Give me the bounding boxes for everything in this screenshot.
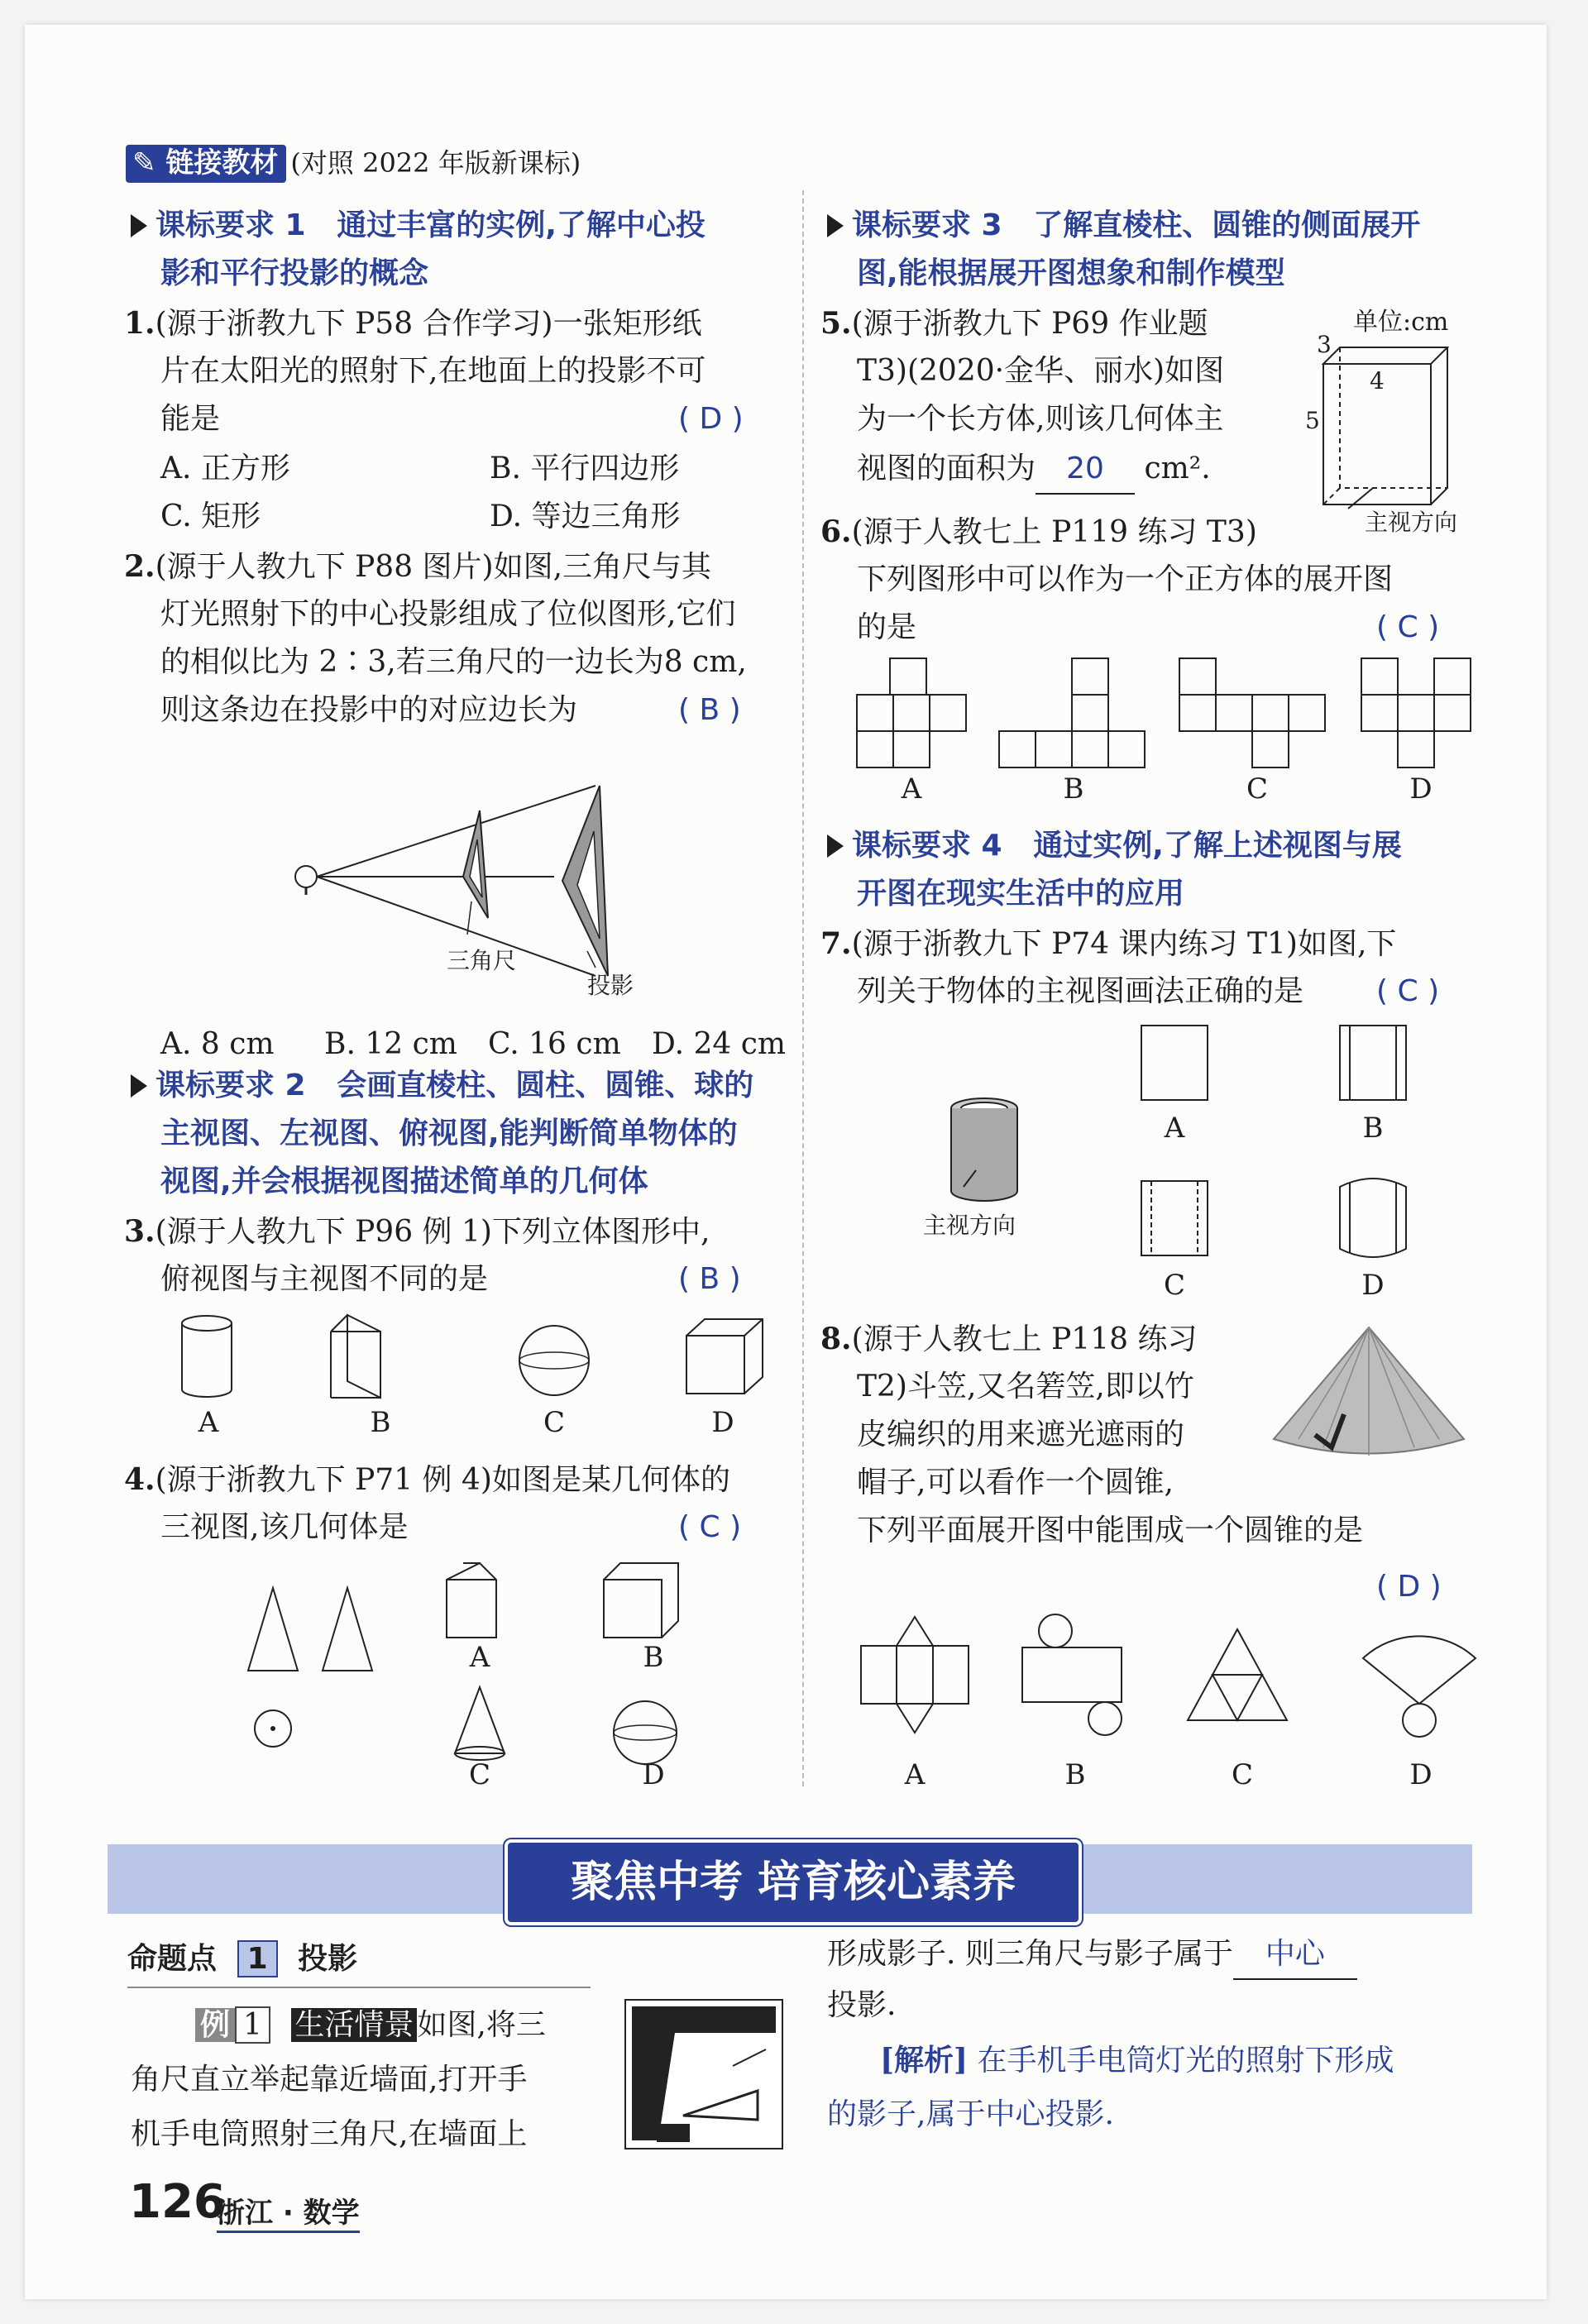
option-label: C [543, 1406, 565, 1439]
column-divider [802, 190, 804, 1786]
view-b [1340, 1026, 1406, 1100]
sphere-option [614, 1701, 677, 1764]
example-label: 例 [195, 2008, 235, 2042]
question-text: 能是 [160, 402, 221, 436]
option-label: B [1063, 772, 1084, 806]
question-text: 三视图,该几何体是 [160, 1510, 409, 1544]
net-b [1022, 1614, 1122, 1735]
option-label: A [901, 772, 922, 806]
option-label: B [1362, 1112, 1384, 1145]
question-text: 为一个长方体,则该几何体主 [857, 402, 1224, 436]
example-text: 机手电筒照射三角尺,在墙面上 [131, 2117, 528, 2151]
cone-nets [857, 1613, 1494, 1745]
answer: ( C ) [1376, 974, 1440, 1008]
question-text: (源于浙教九下 P74 课内练习 T1)如图,下 [851, 927, 1397, 961]
req-title: 课标要求 4 [852, 829, 1002, 863]
view-c [1141, 1181, 1208, 1255]
req-text: 了解直棱柱、圆锥的侧面展开 [1033, 208, 1421, 242]
option-c: C. 16 cm [488, 1027, 621, 1061]
requirement-1 [131, 202, 706, 250]
answer: ( C ) [678, 1510, 742, 1544]
question-text: (源于人教七上 P118 练习 [851, 1322, 1198, 1356]
header-note: (对照 2022 年版新课标) [290, 147, 581, 179]
prism-option [447, 1563, 496, 1638]
question-text: T3)(2020·金华、丽水)如图 [857, 354, 1225, 388]
answer: ( C ) [1376, 610, 1440, 644]
answer-blank: 中心 [1233, 1930, 1357, 1980]
option-label: C [1231, 1758, 1253, 1791]
question-number: 6. [820, 514, 852, 549]
req-text: 影和平行投影的概念 [160, 256, 429, 290]
example-number: 1 [235, 2006, 270, 2044]
analysis-tag: [解析] [880, 2043, 969, 2078]
topic-heading [127, 1935, 357, 1977]
edit-icon: ✎ [132, 146, 166, 179]
question-text: 的是 [857, 610, 917, 644]
answer-blank: 20 [1036, 445, 1135, 495]
unit-text: cm². [1144, 452, 1211, 485]
example-text: 投影. [827, 1988, 897, 2022]
option-label: A [469, 1641, 490, 1674]
unit-label: 单位:cm [1353, 308, 1449, 337]
option-c: C. 矩形 [160, 500, 261, 533]
question-7 [820, 920, 1396, 968]
view-d [1340, 1179, 1406, 1257]
question-text: 的相似比为 2∶3,若三角尺的一边长为8 cm, [160, 645, 747, 679]
triangle-marker-icon [827, 214, 844, 237]
box-option [604, 1563, 678, 1638]
question-text: 下列图形中可以作为一个正方体的展开图 [857, 562, 1394, 596]
answer-line [827, 1930, 1357, 1980]
question-5 [820, 299, 1208, 348]
req-text: 通过实例,了解上述视图与展 [1033, 829, 1402, 863]
net-c [1188, 1629, 1287, 1720]
question-text: 皮编织的用来遮光遮雨的 [857, 1418, 1185, 1451]
net-a [861, 1617, 969, 1733]
bamboo-hat-image [1265, 1323, 1472, 1464]
q3-solids [165, 1315, 777, 1406]
question-text: 则这条边在投影中的对应边长为 [160, 693, 578, 727]
answer: ( D ) [678, 402, 744, 436]
analysis-text: 在手机手电筒灯光的照射下形成 [977, 2044, 1394, 2078]
question-1 [124, 299, 702, 348]
analysis [880, 2036, 1394, 2085]
scenario-tag: 生活情景 [291, 2008, 417, 2042]
option-label: D [642, 1758, 665, 1791]
sphere [519, 1326, 589, 1395]
option-label: D [711, 1406, 734, 1439]
option-d: D. 24 cm [652, 1027, 787, 1061]
page-number: 126 [129, 2175, 226, 2229]
req-text: 视图,并会根据视图描述简单的几何体 [160, 1164, 648, 1198]
example-text: 如图,将三 [417, 2008, 546, 2042]
question-number: 5. [820, 306, 852, 341]
answer: ( B ) [678, 693, 741, 727]
requirement-3 [827, 202, 1420, 250]
question-number: 8. [820, 1322, 852, 1356]
example-1 [195, 2001, 546, 2049]
question-8 [820, 1315, 1197, 1364]
q7-figures [935, 1026, 1414, 1290]
topic-underline [127, 1987, 591, 1988]
dimension-label: 3 [1317, 331, 1332, 358]
triangle-marker-icon [131, 1074, 147, 1097]
question-text: 下列平面展开图中能围成一个圆锥的是 [857, 1513, 1364, 1547]
question-text: (源于人教九下 P88 图片)如图,三角尺与其 [155, 550, 712, 584]
cube-nets [857, 658, 1494, 774]
question-text-pre: 视图的面积为 [857, 452, 1036, 485]
side-view [323, 1588, 372, 1671]
req-text: 开图在现实生活中的应用 [857, 877, 1185, 911]
footer-subject: 浙江 · 数学 [217, 2190, 360, 2233]
question-text: 灯光照射下的中心投影组成了位似图形,它们 [160, 597, 736, 631]
req-text: 主视图、左视图、俯视图,能判断简单物体的 [160, 1117, 738, 1150]
triangle-marker-icon [131, 214, 147, 237]
req-text: 图,能根据展开图想象和制作模型 [857, 256, 1285, 290]
net-d [1361, 658, 1471, 767]
question-text: 帽子,可以看作一个圆锥, [857, 1466, 1174, 1499]
question-2 [124, 543, 711, 591]
question-number: 1. [124, 306, 155, 341]
badge-label: 链接教材 [165, 146, 279, 179]
question-number: 7. [820, 926, 852, 961]
example-text: 形成影子. 则三角尺与影子属于 [827, 1937, 1233, 1971]
view-a [1141, 1026, 1208, 1100]
answer: ( B ) [678, 1262, 741, 1296]
question-text: 片在太阳光的照射下,在地面上的投影不可 [160, 354, 706, 388]
topic-title: 投影 [298, 1942, 358, 1976]
option-a: A. 8 cm [160, 1027, 275, 1061]
bulb-icon [295, 866, 317, 887]
option-d: D. 等边三角形 [490, 500, 681, 533]
option-label: C [1246, 772, 1268, 806]
option-a: A. 正方形 [160, 452, 290, 485]
question-6 [820, 508, 1257, 557]
cube [686, 1319, 763, 1394]
answer: ( D ) [1376, 1570, 1442, 1604]
tube-object [951, 1098, 1017, 1201]
figure-label: 投影 [587, 972, 634, 999]
option-label: D [1409, 1758, 1433, 1791]
option-label: D [1361, 1269, 1385, 1302]
option-label: C [468, 1758, 490, 1791]
section-header [126, 139, 581, 187]
ruler-wall-image [625, 2000, 782, 2149]
req-title: 课标要求 2 [155, 1069, 306, 1102]
question-text: (源于人教九下 P96 例 1)下列立体图形中, [155, 1215, 710, 1249]
req-text: 会画直棱柱、圆柱、圆锥、球的 [337, 1069, 754, 1102]
banner-title: 聚焦中考 培育核心素养 [505, 1839, 1082, 1925]
question-text: (源于浙教九下 P69 作业题 [851, 307, 1208, 341]
question-text: (源于人教七上 P119 练习 T3) [851, 515, 1257, 549]
textbook-link-badge [126, 145, 286, 183]
figure-label: 三角尺 [447, 947, 517, 974]
net-c [1179, 658, 1325, 767]
question-text: (源于浙教九下 P58 合作学习)一张矩形纸 [155, 307, 702, 341]
option-label: D [1409, 772, 1433, 806]
dimension-label: 4 [1370, 367, 1385, 395]
option-label: B [1064, 1758, 1086, 1791]
option-label: A [904, 1758, 926, 1791]
question-text: 列关于物体的主视图画法正确的是 [857, 974, 1304, 1008]
topic-prefix: 命题点 [127, 1942, 218, 1976]
view-direction-label: 主视方向 [1365, 509, 1458, 536]
cylinder [182, 1316, 232, 1331]
net-a [857, 658, 966, 767]
cone-option [455, 1687, 505, 1760]
analysis-text: 的影子,属于中心投影. [827, 2097, 1114, 2131]
question-number: 3. [124, 1214, 155, 1249]
topic-number: 1 [237, 1940, 278, 1977]
net-d [1363, 1636, 1476, 1737]
question-text: 俯视图与主视图不同的是 [160, 1262, 489, 1296]
option-label: A [1164, 1112, 1185, 1145]
option-b: B. 平行四边形 [490, 452, 680, 485]
question-text: (源于浙教九下 P71 例 4)如图是某几何体的 [155, 1463, 730, 1497]
option-b: B. 12 cm [324, 1027, 457, 1061]
question-number: 2. [124, 549, 155, 584]
dimension-label: 5 [1305, 407, 1320, 434]
question-number: 4. [124, 1462, 155, 1497]
question-text: T2)斗笠,又名箬笠,即以竹 [857, 1370, 1194, 1403]
req-title: 课标要求 3 [852, 208, 1002, 242]
question-text [857, 445, 1211, 495]
example-text: 角尺直立举起靠近墙面,打开手 [131, 2063, 528, 2097]
focus-banner [108, 1844, 1472, 1914]
question-3 [124, 1207, 710, 1256]
req-text: 通过丰富的实例,了解中心投 [337, 208, 706, 242]
option-label: A [198, 1406, 219, 1439]
requirement-4 [827, 822, 1402, 870]
option-label: B [643, 1641, 664, 1674]
q4-figures [240, 1563, 703, 1786]
requirement-2 [131, 1062, 753, 1110]
prism [331, 1315, 380, 1398]
cuboid-figure [1315, 331, 1480, 513]
req-title: 课标要求 1 [155, 208, 306, 242]
net-b [999, 658, 1145, 767]
triangle-marker-icon [827, 834, 844, 858]
option-label: B [370, 1406, 391, 1439]
view-direction-label: 主视方向 [923, 1212, 1016, 1239]
front-view [248, 1588, 298, 1671]
question-4 [124, 1456, 730, 1504]
option-label: C [1163, 1269, 1185, 1302]
